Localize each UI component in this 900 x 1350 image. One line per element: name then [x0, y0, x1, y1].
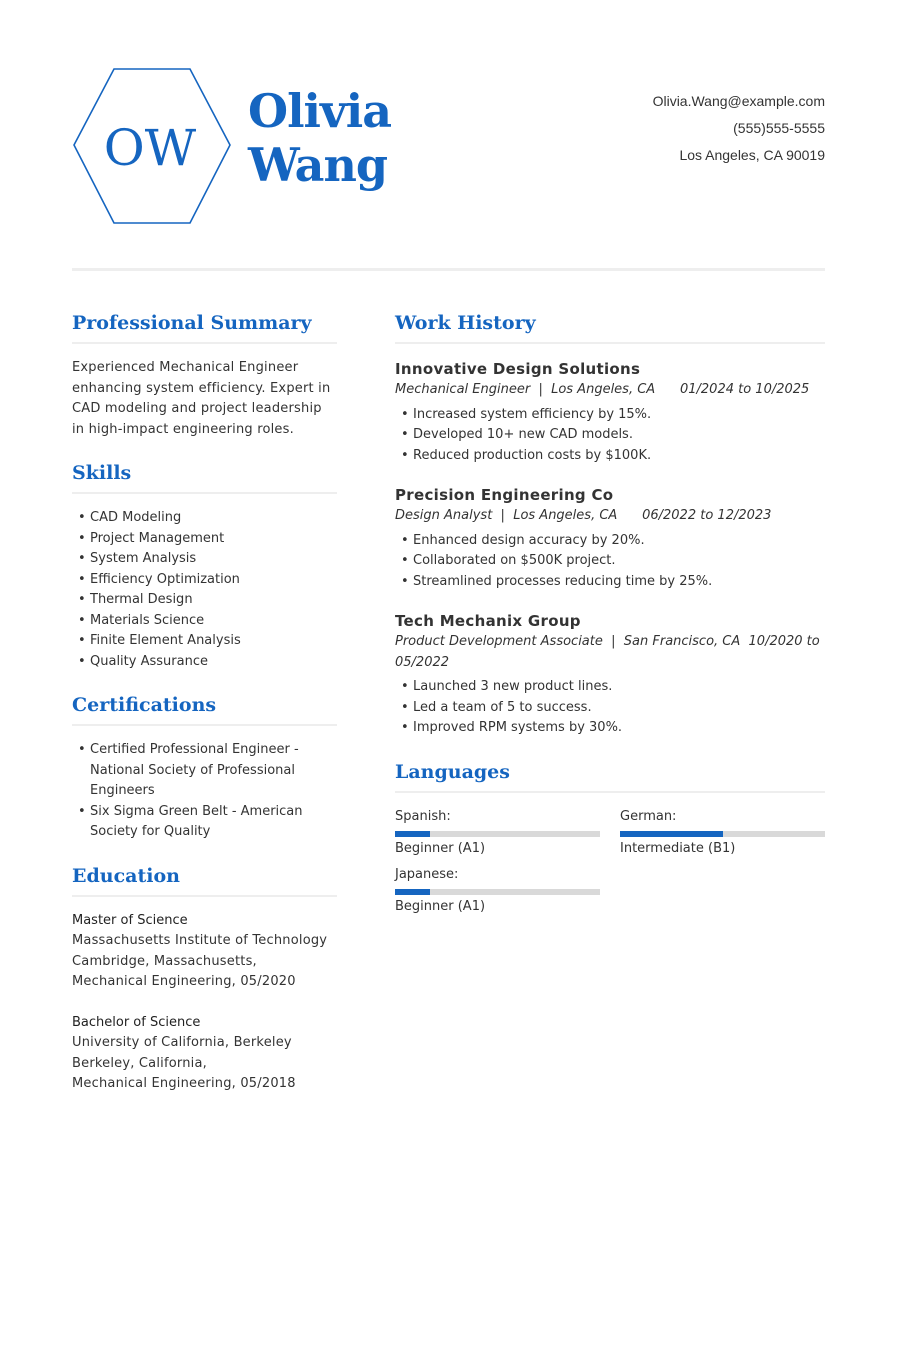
school: Massachusetts Institute of Technology: [72, 933, 328, 948]
skill-item: • Thermal Design: [78, 590, 337, 611]
job-meta: Product Development Associate | San Francisco, CA 10/2020 to 05/2022: [395, 634, 824, 670]
header-divider: [72, 268, 825, 271]
language-level: Beginner (A1): [395, 840, 486, 856]
job-entry: [395, 610, 825, 739]
language-item: [620, 807, 825, 859]
job-bullet: • Led a team of 5 to success.: [401, 698, 825, 719]
right-column: [395, 312, 825, 939]
job-bullet: • Improved RPM systems by 30%.: [401, 718, 825, 739]
last-name: Wang: [248, 138, 388, 192]
skill-item: • System Analysis: [78, 549, 337, 570]
education-entry: [72, 1013, 337, 1095]
field-date: Mechanical Engineering, 05/2020: [72, 974, 296, 989]
section-title: Education: [72, 865, 337, 897]
section-title: Skills: [72, 462, 337, 494]
location: Los Angeles, CA 90019: [679, 147, 825, 163]
language-name: Japanese:: [395, 866, 459, 882]
certification-item: • Six Sigma Green Belt - American Society for Quality: [78, 802, 337, 843]
job-bullet: • Launched 3 new product lines.: [401, 677, 825, 698]
phone: (555)555-5555: [733, 120, 825, 136]
email[interactable]: Olivia.Wang@example.com: [652, 93, 825, 109]
job-meta: Mechanical Engineer | Los Angeles, CA 01/2024 to 10/2025: [395, 382, 810, 397]
job-bullet: • Collaborated on $500K project.: [401, 551, 825, 572]
section-title: Certifications: [72, 694, 337, 726]
language-level-bar: [395, 889, 600, 895]
language-item: [395, 807, 600, 859]
skill-item: • Project Management: [78, 529, 337, 550]
certifications-section: [72, 694, 337, 843]
company-name: Precision Engineering Co: [395, 486, 614, 504]
full-name: [248, 84, 391, 192]
language-level-fill: [620, 831, 723, 837]
skill-item: • Finite Element Analysis: [78, 631, 337, 652]
degree: Bachelor of Science: [72, 1014, 201, 1030]
school-location: Berkeley, California,: [72, 1055, 207, 1071]
section-title: Languages: [395, 761, 825, 793]
job-bullet: • Developed 10+ new CAD models.: [401, 425, 825, 446]
job-bullet: • Increased system efficiency by 15%.: [401, 405, 825, 426]
skills-section: [72, 462, 337, 672]
skill-item: • Quality Assurance: [78, 652, 337, 673]
languages-section: [395, 761, 825, 917]
company-name: Tech Mechanix Group: [395, 612, 581, 630]
job-bullet: • Reduced production costs by $100K.: [401, 446, 825, 467]
monogram-hexagon: [72, 67, 232, 227]
education-entry: [72, 911, 337, 993]
job-bullet: • Streamlined processes reducing time by 25%.: [401, 572, 825, 593]
monogram-initials: OW: [103, 119, 197, 177]
language-level: Beginner (A1): [395, 898, 486, 914]
company-name: Innovative Design Solutions: [395, 360, 641, 378]
language-item: [395, 865, 600, 917]
summary-section: [72, 312, 337, 440]
field-date: Mechanical Engineering, 05/2018: [72, 1076, 296, 1091]
job-entry: [395, 358, 825, 466]
school: University of California, Berkeley: [72, 1035, 292, 1050]
language-level-fill: [395, 831, 430, 837]
education-section: [72, 865, 337, 1095]
section-title: Work History: [395, 312, 825, 344]
school-location: Cambridge, Massachusetts,: [72, 953, 257, 969]
skill-item: • CAD Modeling: [78, 508, 337, 529]
summary-text: Experienced Mechanical Engineer enhancing system efficiency. Expert in CAD modeling and project leadership in high-impact engineering roles.: [72, 360, 331, 437]
work-history-section: [395, 312, 825, 739]
first-name: Olivia: [248, 84, 392, 138]
language-name: German:: [620, 808, 677, 824]
language-level-bar: [620, 831, 825, 837]
skill-item: • Efficiency Optimization: [78, 570, 337, 591]
certification-item: • Certified Professional Engineer - National Society of Professional Engineers: [78, 740, 337, 802]
section-title: Professional Summary: [72, 312, 337, 344]
left-column: [72, 312, 337, 1117]
skill-item: • Materials Science: [78, 611, 337, 632]
language-level-fill: [395, 889, 430, 895]
contact-info: [653, 88, 825, 169]
job-entry: [395, 484, 825, 592]
language-level: Intermediate (B1): [620, 840, 736, 856]
language-name: Spanish:: [395, 808, 451, 824]
language-level-bar: [395, 831, 600, 837]
job-bullet: • Enhanced design accuracy by 20%.: [401, 531, 825, 552]
job-meta: Design Analyst | Los Angeles, CA 06/2022 to 12/2023: [395, 508, 772, 523]
degree: Master of Science: [72, 912, 188, 928]
